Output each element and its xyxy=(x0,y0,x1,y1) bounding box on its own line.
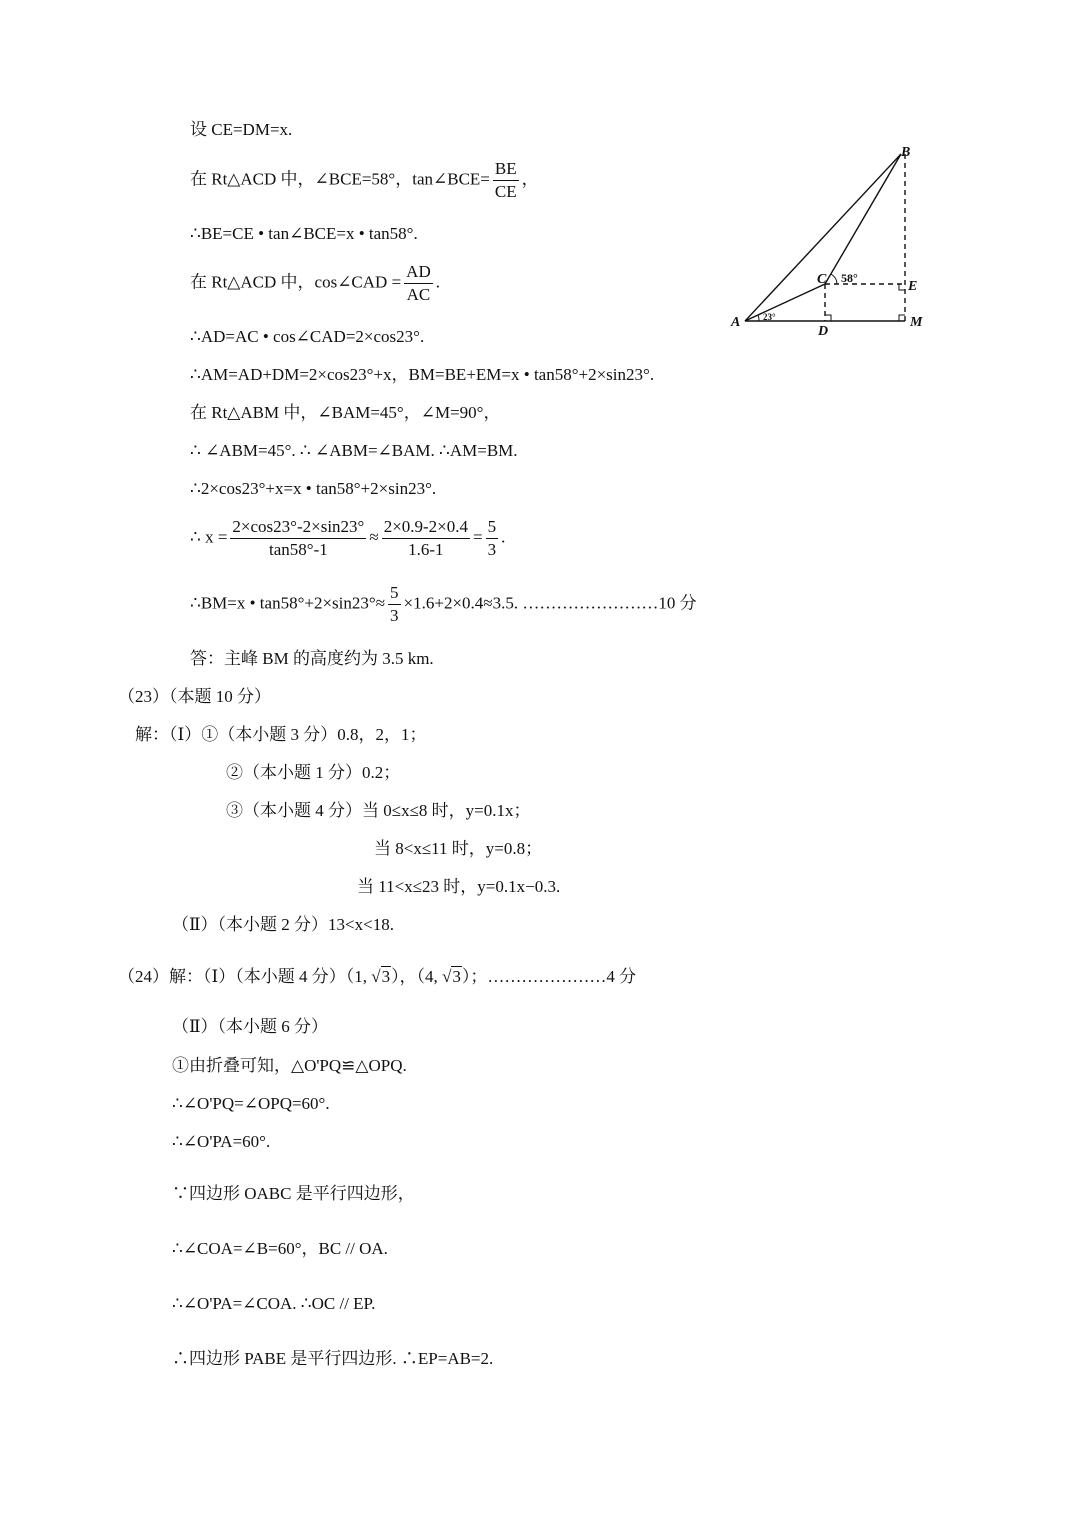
text-line: ∴BE=CE • tan∠BCE=x • tan58°. xyxy=(190,224,418,243)
text-segment: . xyxy=(501,527,506,547)
text-segment: 在 Rt△ACD 中，cos∠CAD = xyxy=(190,272,402,292)
label-c: C xyxy=(817,272,827,287)
text-line: ∴∠O'PA=∠COA. ∴OC // EP. xyxy=(172,1294,376,1313)
fraction-numerator: 5 xyxy=(388,582,401,605)
text-line-cos-cad xyxy=(190,261,440,306)
section-header-24 xyxy=(118,966,636,988)
text-line: ∴∠O'PA=60°. xyxy=(172,1132,271,1151)
text-segment: 在 Rt△ACD 中，∠BCE=58°，tan∠BCE= xyxy=(190,169,490,189)
fraction-denominator: 3 xyxy=(487,540,497,559)
fraction-denominator: 1.6-1 xyxy=(408,540,444,559)
label-b: B xyxy=(901,145,911,160)
text-line: ②（本小题 1 分）0.2； xyxy=(226,763,401,782)
fraction-numerator: 2×0.9-2×0.4 xyxy=(382,516,470,539)
fraction xyxy=(493,158,519,203)
fraction-denominator: tan58°-1 xyxy=(269,540,328,559)
text-segment: ×1.6+2×0.4≈3.5. ……………………10 分 xyxy=(403,593,697,613)
fraction-numerator: 2×cos23°-2×sin23° xyxy=(230,516,366,539)
text-segment: . xyxy=(435,272,440,292)
text-line: ∴四边形 PABE 是平行四边形. ∴EP=AB=2. xyxy=(172,1349,494,1368)
fraction xyxy=(486,516,499,561)
fraction-numerator: BE xyxy=(493,158,519,181)
text-line: 解：（Ⅰ）①（本小题 3 分）0.8，2，1； xyxy=(135,725,427,744)
text-line: ∴AD=AC • cos∠CAD=2×cos23°. xyxy=(190,327,425,346)
angle-arc-a xyxy=(758,315,759,321)
text-line: 在 Rt△ABM 中，∠BAM=45°，∠M=90°， xyxy=(190,403,501,422)
text-line-x-equation xyxy=(190,516,505,561)
text-line: 设 CE=DM=x. xyxy=(190,120,293,139)
fraction xyxy=(404,261,433,306)
text-line: ∴∠O'PQ=∠OPQ=60°. xyxy=(172,1094,330,1113)
text-line-tan-bce xyxy=(190,158,539,203)
geometry-figure xyxy=(725,140,935,340)
text-segment: ∴ x = xyxy=(190,527,228,547)
label-d: D xyxy=(818,324,829,339)
label-a: A xyxy=(731,315,741,330)
text-line: ∴2×cos23°+x=x • tan58°+2×sin23°. xyxy=(190,479,437,498)
text-line: 当 8<x≤11 时，y=0.8； xyxy=(374,839,543,858)
angle-label-23: 23° xyxy=(763,312,776,322)
text-segment: = xyxy=(473,527,483,547)
text-segment: ∴BM=x • tan58°+2×sin23°≈ xyxy=(190,593,386,613)
radicand: 3 xyxy=(381,967,391,986)
right-angle-e xyxy=(899,284,905,290)
section-header: （23）（本题 10 分） xyxy=(118,687,271,706)
fraction-denominator: 3 xyxy=(390,606,399,625)
angle-arc-c xyxy=(831,274,837,284)
text-line: ③（本小题 4 分）当 0≤x≤8 时，y=0.1x； xyxy=(226,801,531,820)
radicand: 3 xyxy=(452,967,461,986)
segment-ab xyxy=(745,154,901,321)
fraction xyxy=(388,582,401,627)
text-segment: ）；…………………4 分 xyxy=(461,967,637,986)
fraction-denominator: AC xyxy=(406,285,431,304)
segment-cb xyxy=(825,154,901,284)
text-segment: ≈ xyxy=(369,527,379,547)
right-angle-d xyxy=(825,315,831,321)
text-line: ∵四边形 OABC 是平行四边形， xyxy=(172,1184,415,1203)
text-segment: ， xyxy=(521,169,539,189)
text-line-bm-result xyxy=(190,582,697,627)
fraction-numerator: AD xyxy=(404,261,433,284)
text-line: （Ⅱ）（本小题 6 分） xyxy=(172,1017,329,1036)
text-line: （Ⅱ）（本小题 2 分）13<x<18. xyxy=(172,915,394,934)
text-line: 当 11<x≤23 时，y=0.1x−0.3. xyxy=(357,877,561,896)
fraction-numerator: 5 xyxy=(486,516,499,539)
text-line: ①由折叠可知，△O'PQ≌△OPQ. xyxy=(172,1056,407,1075)
text-segment: ），（4, xyxy=(391,967,438,986)
text-line: ∴AM=AD+DM=2×cos23°+x，BM=BE+EM=x • tan58°+2×sin23°. xyxy=(190,365,655,384)
angle-label-58: 58° xyxy=(841,271,858,285)
fraction-denominator: CE xyxy=(494,182,517,201)
text-line: ∴∠COA=∠B=60°，BC // OA. xyxy=(172,1239,388,1258)
segment-ac xyxy=(745,284,825,321)
square-root: √3 xyxy=(371,967,391,986)
right-angle-m xyxy=(899,315,905,321)
label-e: E xyxy=(908,279,918,294)
text-line: ∴ ∠ABM=45°. ∴ ∠ABM=∠BAM. ∴AM=BM. xyxy=(190,441,518,460)
fraction xyxy=(230,516,366,561)
label-m: M xyxy=(910,315,923,330)
square-root: √3 xyxy=(442,967,461,986)
answer-line: 答：主峰 BM 的高度约为 3.5 km. xyxy=(190,649,434,668)
fraction xyxy=(382,516,470,561)
text-segment: （24）解：（Ⅰ）（本小题 4 分）（1, xyxy=(118,967,367,986)
